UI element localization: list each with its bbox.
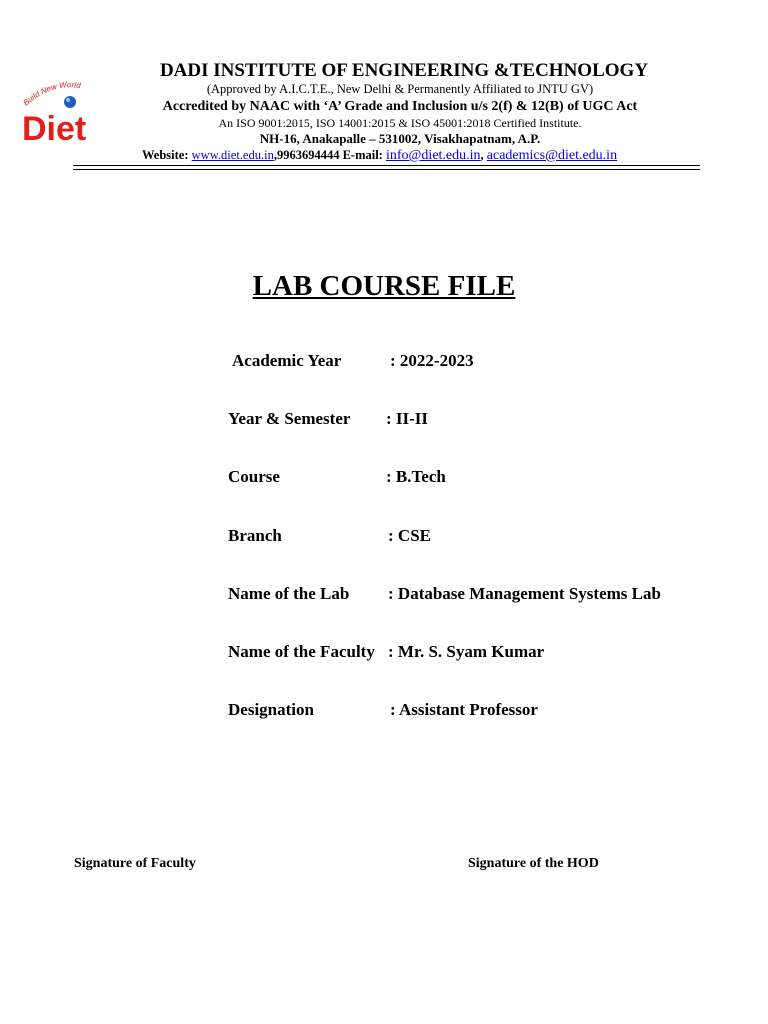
field-label-designation: Designation	[228, 700, 314, 719]
header-rule-thin	[73, 169, 700, 170]
field-value-lab: : Database Management Systems Lab	[388, 584, 661, 603]
field-value-designation: : Assistant Professor	[390, 700, 538, 719]
website-label: Website:	[142, 148, 192, 162]
field-value-academic-year: : 2022-2023	[390, 351, 474, 370]
email-link-academics[interactable]: academics@diet.edu.in	[486, 148, 618, 163]
field-label-year-semester: Year & Semester	[228, 409, 351, 428]
field-label-branch: Branch	[228, 526, 282, 545]
signature-faculty: Signature of Faculty	[74, 856, 196, 871]
accreditation-line: Accredited by NAAC with ‘A’ Grade and Inclusion u/s 2(f) & 12(B) of UGC Act	[162, 99, 638, 114]
institute-name: DADI INSTITUTE OF ENGINEERING &TECHNOLOGY	[159, 60, 649, 81]
field-label-academic-year: Academic Year	[232, 351, 342, 370]
logo-tagline: Build New World	[21, 80, 82, 108]
approval-line: (Approved by A.I.C.T.E., New Delhi & Permanently Affiliated to JNTU GV)	[206, 82, 594, 96]
contact-line	[142, 148, 617, 164]
field-label-lab: Name of the Lab	[228, 584, 350, 603]
address-line: NH-16, Anakapalle – 531002, Visakhapatnam, A.P.	[259, 131, 541, 146]
field-value-branch: : CSE	[388, 526, 431, 545]
field-label-faculty: Name of the Faculty	[228, 642, 375, 661]
website-link[interactable]: www.diet.edu.in	[191, 148, 274, 162]
iso-line: An ISO 9001:2015, ISO 14001:2015 & ISO 45001:2018 Certified Institute.	[218, 116, 582, 130]
field-value-course: : B.Tech	[386, 467, 446, 486]
header-rule	[73, 165, 700, 166]
field-value-year-semester: : II-II	[386, 409, 429, 428]
field-label-course: Course	[228, 467, 280, 486]
signature-hod: Signature of the HOD	[468, 856, 599, 871]
email-link-info[interactable]: info@diet.edu.in	[385, 148, 481, 163]
document-title: LAB COURSE FILE	[252, 270, 516, 302]
phone-text: ,9963694444 E-mail:	[273, 148, 386, 162]
email-separator: ,	[480, 148, 487, 162]
field-value-faculty: : Mr. S. Syam Kumar	[388, 642, 545, 661]
logo-text: Diet	[22, 110, 87, 146]
